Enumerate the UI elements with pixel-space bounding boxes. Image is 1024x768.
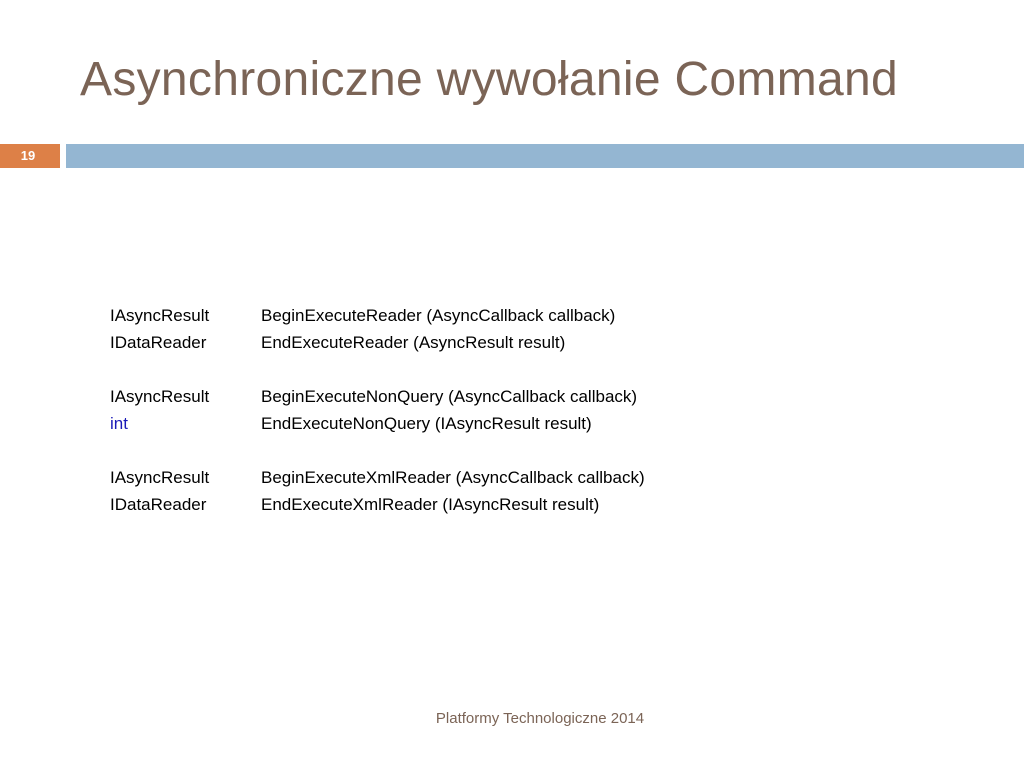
signature-group-reader (110, 302, 645, 356)
return-type: IAsyncResult (110, 306, 210, 325)
signature-row (110, 491, 645, 518)
signature-row (110, 302, 645, 329)
title-divider-bar (66, 144, 1024, 168)
slide-number-badge: 19 (0, 144, 60, 168)
signature-group-xmlreader (110, 464, 645, 518)
slide-footer: Platformy Technologiczne 2014 (435, 710, 645, 727)
method-signature: BeginExecuteReader (AsyncCallback callback) (261, 306, 616, 325)
signature-group-nonquery (110, 383, 645, 437)
signature-row (110, 410, 645, 437)
signature-row (110, 329, 645, 356)
return-type: IDataReader (110, 333, 207, 352)
return-type: IDataReader (110, 495, 207, 514)
method-signature: EndExecuteXmlReader (IAsyncResult result) (261, 495, 600, 514)
return-type: IAsyncResult (110, 468, 210, 487)
method-signature: BeginExecuteNonQuery (AsyncCallback callback) (261, 387, 638, 406)
return-type-keyword: int (110, 414, 128, 433)
method-signature: EndExecuteReader (AsyncResult result) (261, 333, 566, 352)
return-type: IAsyncResult (110, 387, 210, 406)
method-signature: BeginExecuteXmlReader (AsyncCallback callback) (261, 468, 645, 487)
method-signature: EndExecuteNonQuery (IAsyncResult result) (261, 414, 592, 433)
signature-row (110, 383, 645, 410)
signature-row (110, 464, 645, 491)
slide-title: Asynchroniczne wywołanie Command (80, 53, 898, 106)
method-signatures (110, 302, 645, 545)
